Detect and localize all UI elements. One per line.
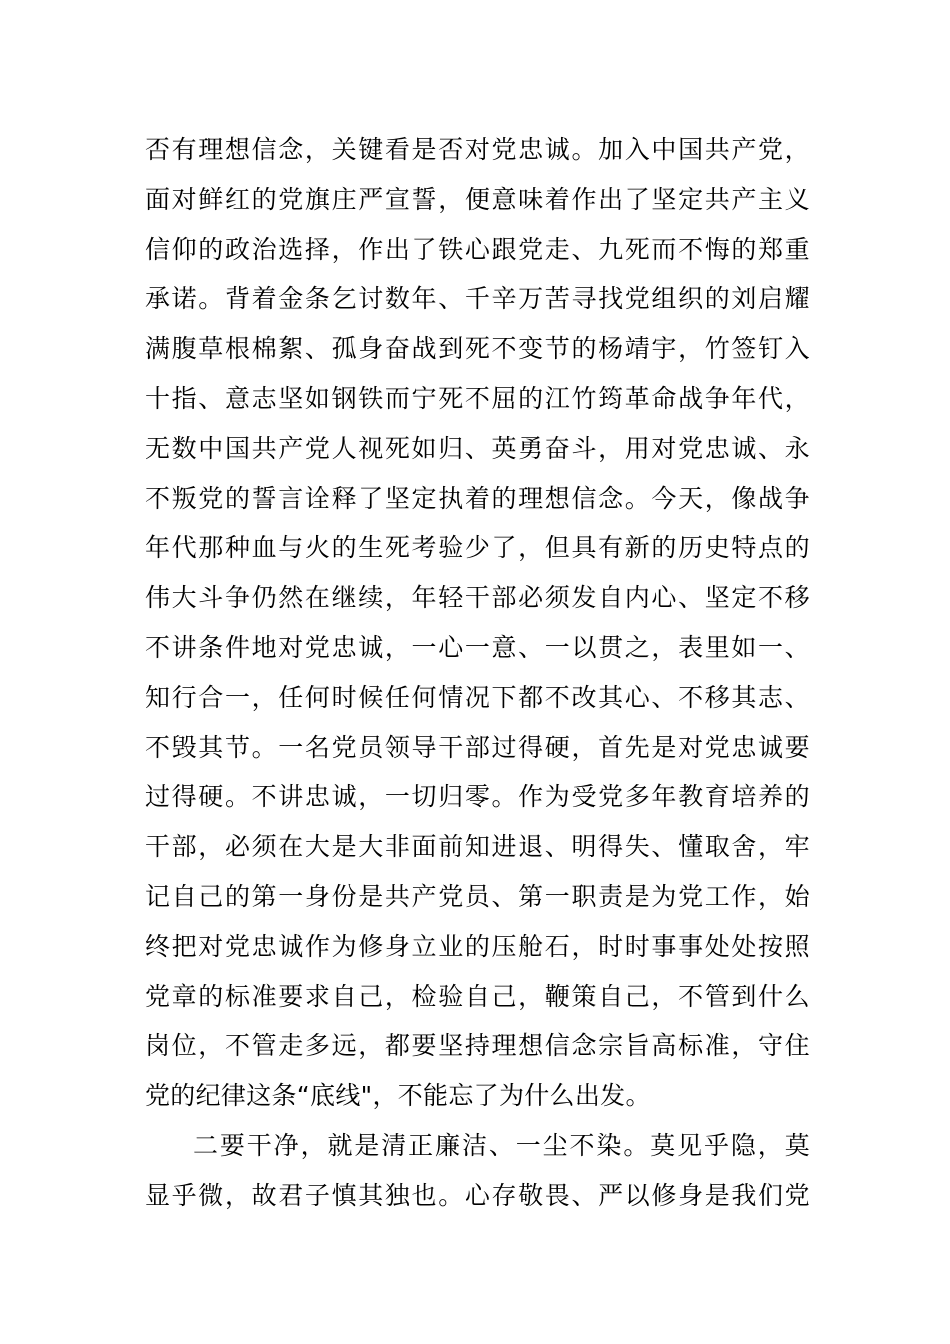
text-line: 伟大斗争仍然在继续，年轻干部必须发自内心、坚定不移: [145, 583, 810, 613]
text-line: 满腹草根棉絮、孤身奋战到死不变节的杨靖宇，竹签钉入: [145, 334, 810, 364]
text-line: 无数中国共产党人视死如归、英勇奋斗，用对党忠诚、永: [145, 433, 810, 463]
body-text: [145, 125, 810, 1221]
text-line: 终把对党忠诚作为修身立业的压舱石，时时事事处处按照: [145, 931, 810, 961]
text-line: 知行合一，任何时候任何情况下都不改其心、不移其志、: [145, 682, 810, 712]
paragraph-first-line: 二要干净，就是清正廉洁、一尘不染。莫见乎隐，莫: [193, 1130, 810, 1160]
text-line: 岗位，不管走多远，都要坚持理想信念宗旨高标准，守住: [145, 1031, 810, 1061]
text-line: 否有理想信念，关键看是否对党忠诚。加入中国共产党，: [145, 135, 810, 164]
text-line: 不叛党的誓言诠释了坚定执着的理想信念。今天，像战争: [145, 483, 810, 513]
text-line: 记自己的第一身份是共产党员、第一职责是为党工作，始: [145, 881, 810, 911]
text-line: 党章的标准要求自己，检验自己，鞭策自己，不管到什么: [145, 981, 810, 1011]
text-line: 年代那种血与火的生死考验少了，但具有新的历史特点的: [145, 533, 810, 563]
text-line: 信仰的政治选择，作出了铁心跟党走、九死而不悔的郑重: [145, 234, 810, 264]
text-line: 干部，必须在大是大非面前知进退、明得失、懂取舍，牢: [145, 832, 810, 862]
text-line: 承诺。背着金条乞讨数年、千辛万苦寻找党组织的刘启耀: [145, 284, 810, 314]
text-line: 十指、意志坚如钢铁而宁死不屈的江竹筠革命战争年代，: [145, 383, 810, 413]
text-line: 显乎微，故君子慎其独也。心存敬畏、严以修身是我们党: [145, 1180, 810, 1210]
text-line: 过得硬。不讲忠诚，一切归零。作为受党多年教育培养的: [145, 782, 810, 812]
text-line: 面对鲜红的党旗庄严宣誓，便意味着作出了坚定共产主义: [145, 184, 810, 214]
text-line: 党的纪律这条“底线"，不能忘了为什么出发。: [145, 1081, 651, 1111]
text-line: 不毁其节。一名党员领导干部过得硬，首先是对党忠诚要: [145, 732, 810, 762]
text-line: 不讲条件地对党忠诚，一心一意、一以贯之，表里如一、: [145, 632, 810, 662]
